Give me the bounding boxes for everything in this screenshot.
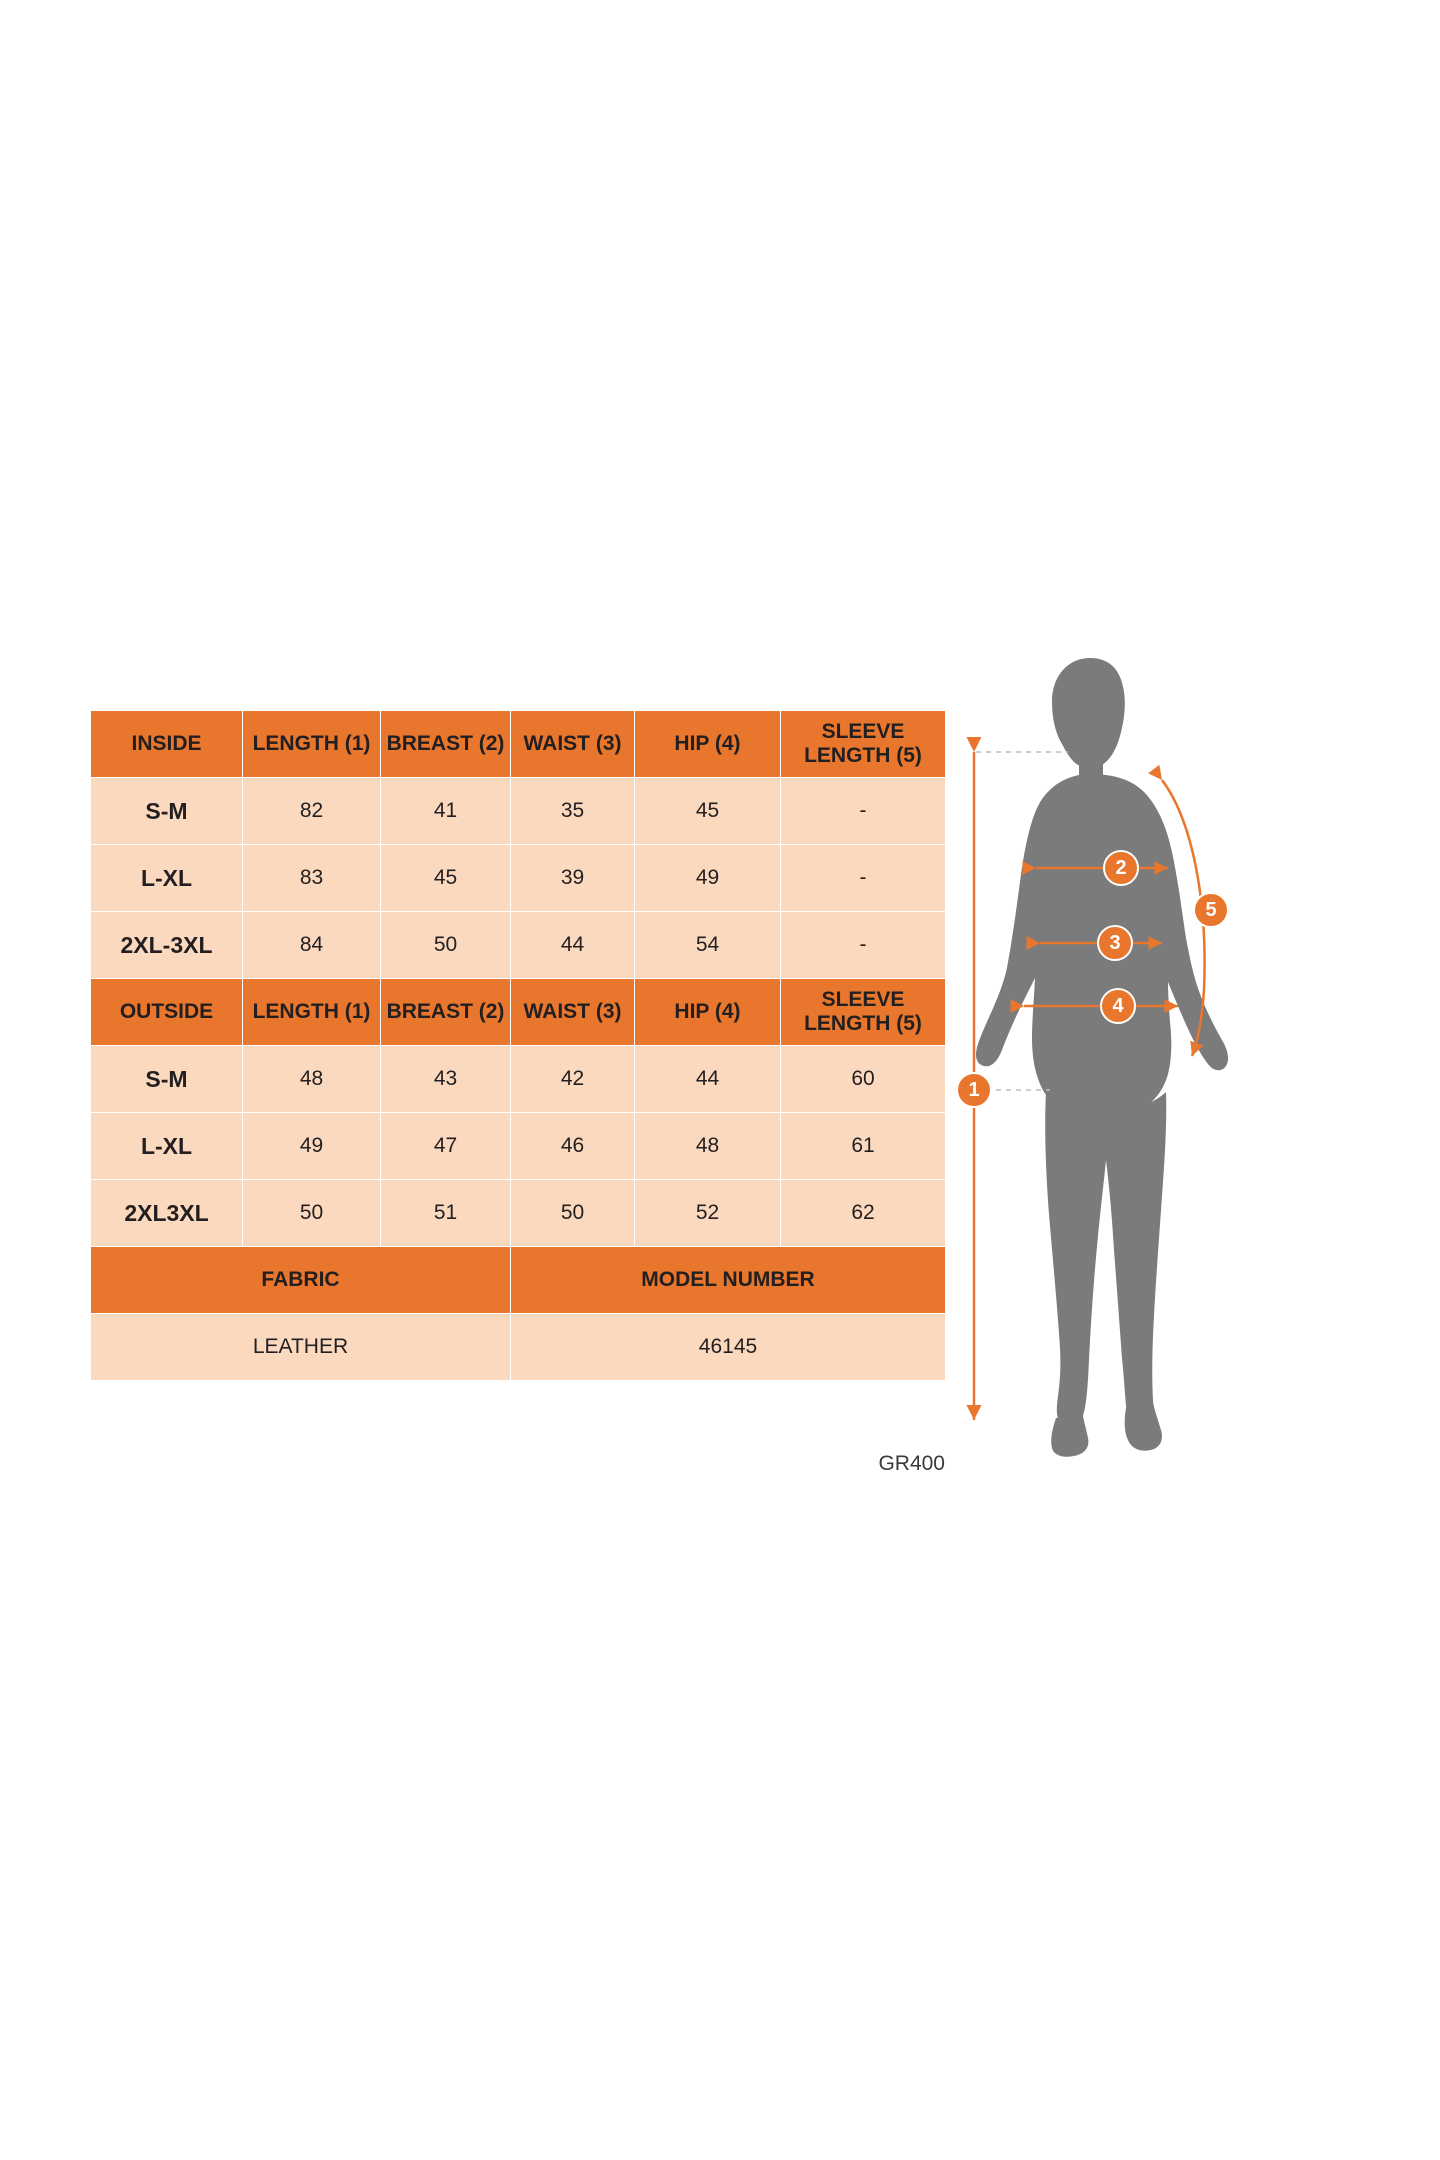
row-label-size: L-XL <box>91 845 243 912</box>
cell-breast: 43 <box>381 1046 511 1113</box>
cell-sleeve: - <box>781 912 946 979</box>
header-cell-breast: BREAST (2) <box>381 711 511 778</box>
cell-hip: 48 <box>635 1113 781 1180</box>
cell-breast: 47 <box>381 1113 511 1180</box>
cell-waist: 39 <box>511 845 635 912</box>
row-label-size: S-M <box>91 778 243 845</box>
header-cell-length: LENGTH (1) <box>243 979 381 1046</box>
table-footer-value-row <box>91 1314 946 1381</box>
badge-measurement-5: 5 <box>1193 892 1229 928</box>
table-header-row-inside <box>91 711 946 778</box>
measurement-figure <box>940 640 1360 1470</box>
table-row <box>91 1180 946 1247</box>
row-label-size: 2XL-3XL <box>91 912 243 979</box>
table-row <box>91 778 946 845</box>
row-label-size: S-M <box>91 1046 243 1113</box>
row-label-size: L-XL <box>91 1113 243 1180</box>
cell-breast: 41 <box>381 778 511 845</box>
cell-waist: 42 <box>511 1046 635 1113</box>
cell-sleeve: - <box>781 845 946 912</box>
cell-breast: 45 <box>381 845 511 912</box>
cell-hip: 44 <box>635 1046 781 1113</box>
cell-model-number-value: 46145 <box>511 1314 946 1381</box>
header-cell-model-number: MODEL NUMBER <box>511 1247 946 1314</box>
cell-waist: 44 <box>511 912 635 979</box>
header-cell-waist: WAIST (3) <box>511 711 635 778</box>
table-header-row-outside <box>91 979 946 1046</box>
cell-waist: 50 <box>511 1180 635 1247</box>
cell-sleeve: 62 <box>781 1180 946 1247</box>
cell-waist: 46 <box>511 1113 635 1180</box>
cell-waist: 35 <box>511 778 635 845</box>
cell-breast: 50 <box>381 912 511 979</box>
cell-length: 82 <box>243 778 381 845</box>
cell-hip: 52 <box>635 1180 781 1247</box>
table-row <box>91 912 946 979</box>
header-cell-waist: WAIST (3) <box>511 979 635 1046</box>
cell-fabric-value: LEATHER <box>91 1314 511 1381</box>
size-chart-table <box>90 710 946 1381</box>
cell-sleeve: 61 <box>781 1113 946 1180</box>
cell-length: 50 <box>243 1180 381 1247</box>
header-cell-sleeve-length: SLEEVE LENGTH (5) <box>781 711 946 778</box>
badge-measurement-4: 4 <box>1100 988 1136 1024</box>
cell-hip: 49 <box>635 845 781 912</box>
table-footer-header-row <box>91 1247 946 1314</box>
header-cell-breast: BREAST (2) <box>381 979 511 1046</box>
female-silhouette-icon <box>976 658 1228 1457</box>
table-row <box>91 845 946 912</box>
cell-length: 48 <box>243 1046 381 1113</box>
badge-measurement-1: 1 <box>956 1072 992 1108</box>
header-cell-outside: OUTSIDE <box>91 979 243 1046</box>
product-code-label: GR400 <box>878 1452 945 1475</box>
header-cell-fabric: FABRIC <box>91 1247 511 1314</box>
badge-measurement-2: 2 <box>1103 850 1139 886</box>
cell-hip: 54 <box>635 912 781 979</box>
header-cell-hip: HIP (4) <box>635 979 781 1046</box>
size-chart-table-wrapper <box>90 710 945 1381</box>
cell-length: 49 <box>243 1113 381 1180</box>
cell-hip: 45 <box>635 778 781 845</box>
cell-length: 84 <box>243 912 381 979</box>
cell-length: 83 <box>243 845 381 912</box>
header-cell-hip: HIP (4) <box>635 711 781 778</box>
cell-sleeve: 60 <box>781 1046 946 1113</box>
table-row <box>91 1046 946 1113</box>
badge-measurement-3: 3 <box>1097 925 1133 961</box>
table-row <box>91 1113 946 1180</box>
cell-sleeve: - <box>781 778 946 845</box>
row-label-size: 2XL3XL <box>91 1180 243 1247</box>
header-cell-length: LENGTH (1) <box>243 711 381 778</box>
cell-breast: 51 <box>381 1180 511 1247</box>
header-cell-inside: INSIDE <box>91 711 243 778</box>
header-cell-sleeve-length: SLEEVE LENGTH (5) <box>781 979 946 1046</box>
